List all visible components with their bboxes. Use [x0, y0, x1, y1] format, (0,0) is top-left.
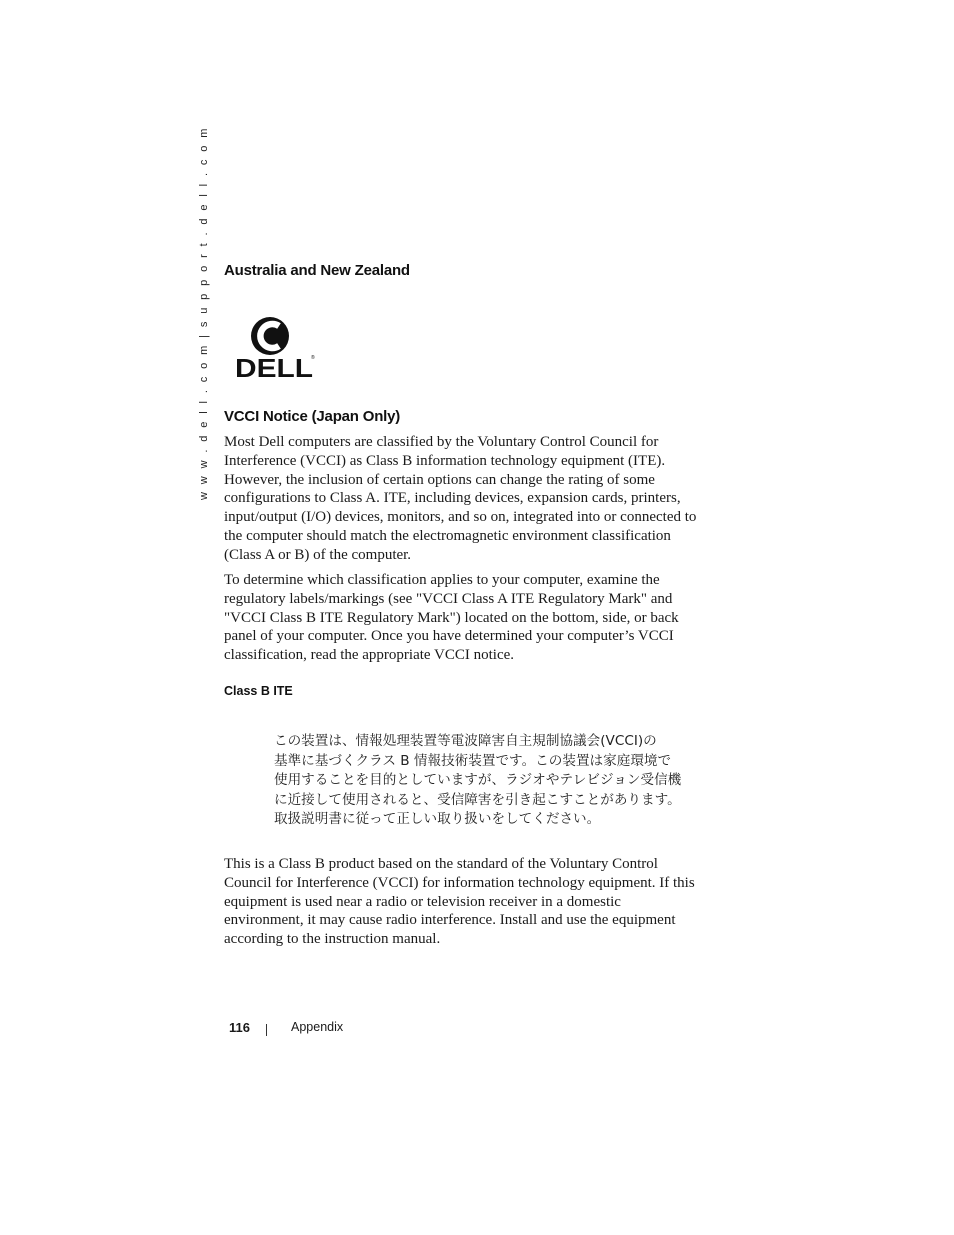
class-b-paragraph: This is a Class B product based on the standard of the Voluntary Control Council for Interference (VCCI) for information technology equipment. If this equipment is used near a radio or television receiver in a domestic environment, it may cause radio interference. Install and use the equipment according to the instruction manual.: [224, 856, 695, 948]
footer-divider: [266, 1024, 267, 1036]
japanese-line: 取扱説明書に従って正しい取り扱いをしてください。: [274, 811, 601, 827]
australia-heading: Australia and New Zealand: [224, 262, 410, 279]
svg-text:®: ®: [311, 355, 315, 361]
dell-logo-text: DELL: [235, 353, 314, 382]
japanese-line: 使用することを目的としていますが、ラジオやテレビジョン受信機: [274, 772, 682, 788]
page-number: 116: [229, 1020, 250, 1035]
class-b-heading: Class B ITE: [224, 684, 293, 698]
side-url: w w w . d e l l . c o m | s u p p o r t . d e l l . c o m: [198, 126, 210, 500]
class-b-japanese-notice: [274, 732, 704, 830]
vcci-paragraph-2: To determine which classification applies to your computer, examine the regulatory labels/markings (see "VCCI Class A ITE Regulatory Mark" and "VCCI Class B ITE Regulatory Mark") located on the bottom, side, or back panel of your computer. Once you have determined your computer’s VCCI classification, read the appropriate VCCI notice.: [224, 572, 679, 664]
japanese-line: に近接して使用されると、受信障害を引き起こすことがあります。: [274, 791, 681, 808]
japanese-line: この装置は、情報処理装置等電波障害自主規制協議会(VCCI)の: [274, 733, 657, 749]
vcci-heading: VCCI Notice (Japan Only): [224, 408, 401, 425]
vcci-paragraph-1: Most Dell computers are classified by the Voluntary Control Council for Interference (VCCI) as Class B information technology equipment (ITE). However, the inclusion of certain options can change the rating of some configurations to Class A. ITE, including devices, expansion cards, printers, input/output (I/O) devices, monitors, and so on, integrated into or connected to the computer should match the electromagnetic environment classification (Class A or B) of the computer.: [224, 434, 697, 563]
dell-logo: [232, 312, 316, 382]
footer-section-label: Appendix: [291, 1020, 344, 1034]
japanese-line: 基準に基づくクラス B 情報技術装置です。この装置は家庭環境で: [274, 752, 672, 769]
